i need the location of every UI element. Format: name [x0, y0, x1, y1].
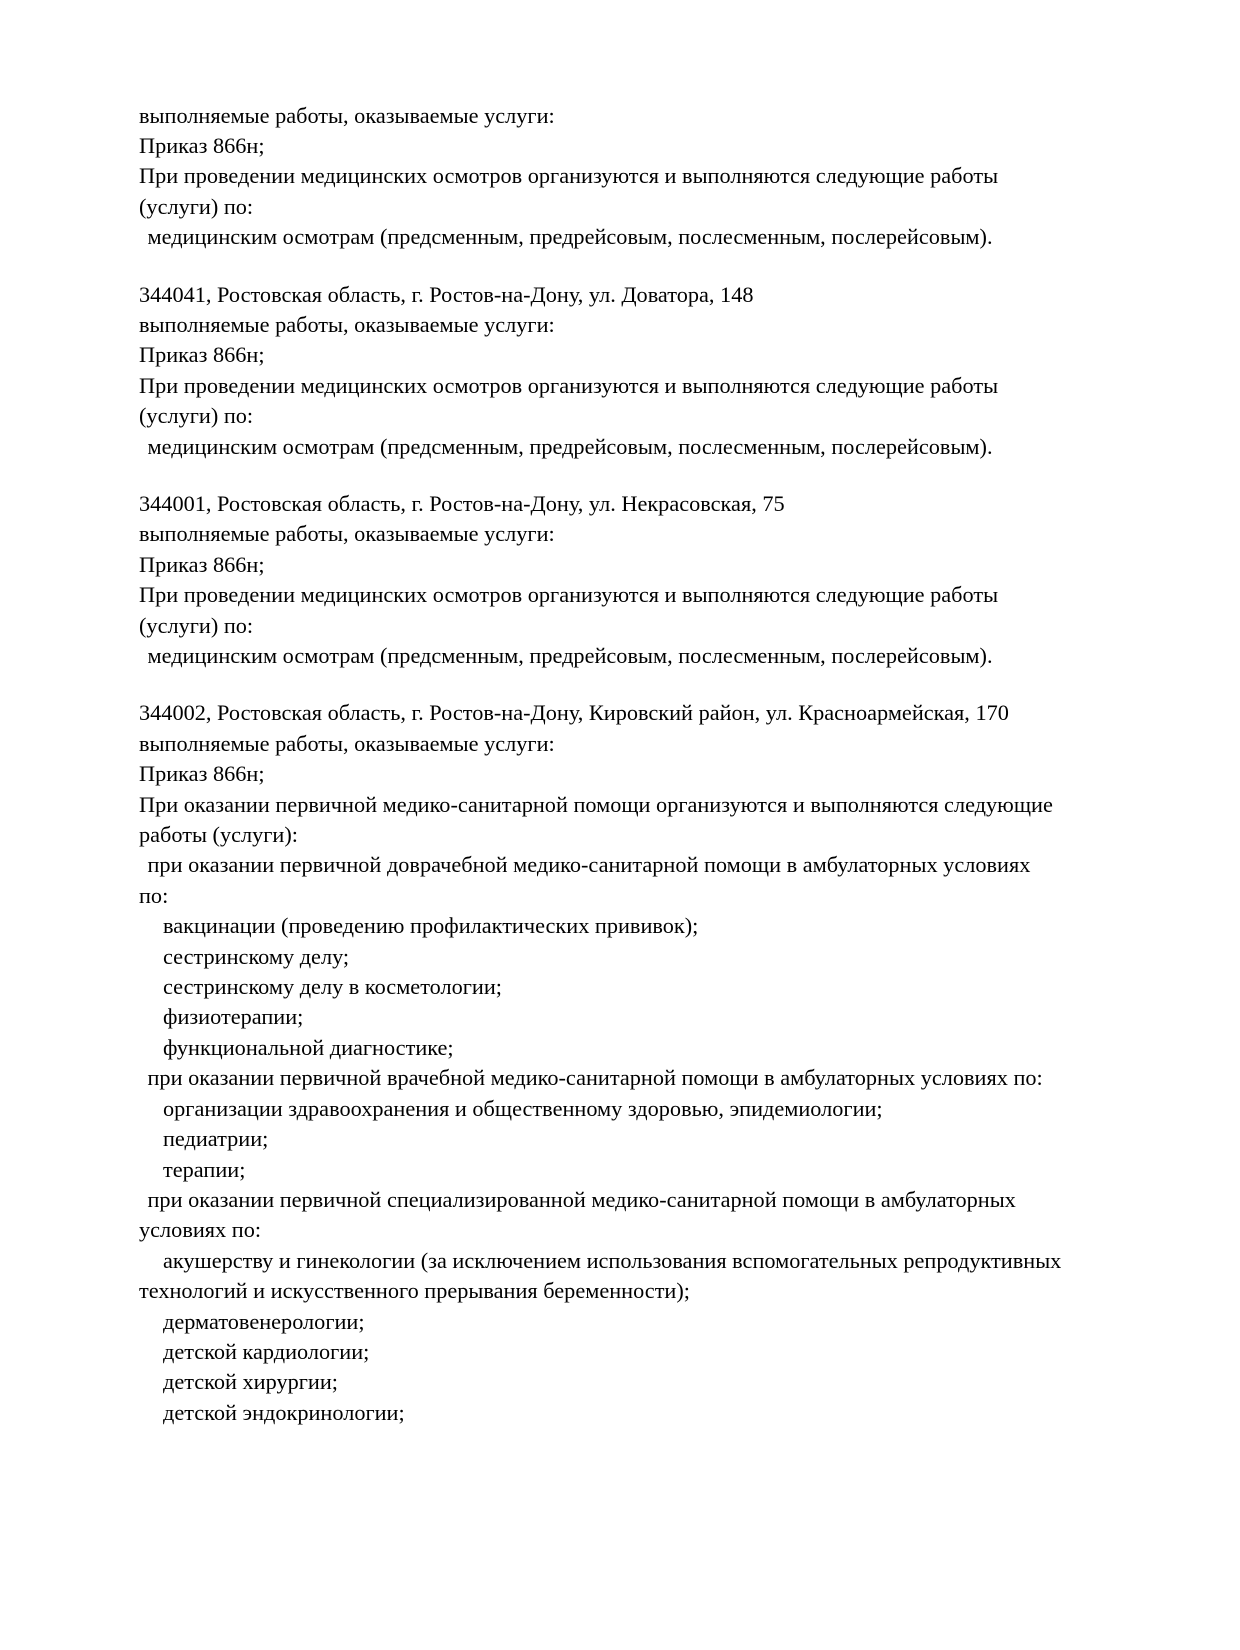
text-line: при оказании первичной специализированной медико-санитарной помощи в амбулаторных	[147, 1186, 1016, 1212]
text-line: физиотерапии;	[163, 1004, 304, 1030]
text-line: (услуги) по:	[139, 612, 254, 638]
text-line: сестринскому делу;	[163, 943, 350, 969]
document-body	[139, 0, 1199, 1428]
text-line: по:	[139, 882, 169, 908]
text-line: выполняемые работы, оказываемые услуги:	[139, 730, 555, 756]
text-line: 344041, Ростовская область, г. Ростов-на-Дону, ул. Доватора, 148	[139, 281, 754, 307]
text-line: (услуги) по:	[139, 193, 254, 219]
text-line: Приказ 866н;	[139, 342, 265, 368]
text-line: технологий и искусственного прерывания беременности);	[139, 1278, 690, 1304]
text-line: сестринскому делу в косметологии;	[163, 974, 502, 1000]
text-line: терапии;	[163, 1156, 246, 1182]
paragraph-block	[139, 101, 1199, 253]
text-line: акушерству и гинекологии (за исключением использования вспомогательных репродуктивных	[163, 1247, 1062, 1273]
text-line: детской эндокринологии;	[163, 1399, 405, 1425]
text-line: дерматовенерологии;	[163, 1308, 365, 1334]
text-line: детской кардиологии;	[163, 1338, 370, 1364]
text-line: медицинским осмотрам (предсменным, предрейсовым, послесменным, послерейсовым).	[147, 224, 993, 250]
text-line: детской хирургии;	[163, 1369, 338, 1395]
paragraph-block	[139, 489, 1199, 671]
text-line: работы (услуги):	[139, 822, 298, 848]
text-line: (услуги) по:	[139, 403, 254, 429]
text-line: педиатрии;	[163, 1126, 269, 1152]
text-line: При проведении медицинских осмотров организуются и выполняются следующие работы	[139, 372, 999, 398]
paragraph-block	[139, 280, 1199, 462]
paragraph-block	[139, 698, 1199, 1428]
text-line: выполняемые работы, оказываемые услуги:	[139, 102, 555, 128]
text-line: функциональной диагностике;	[163, 1034, 454, 1060]
text-line: вакцинации (проведению профилактических прививок);	[163, 913, 699, 939]
text-line: медицинским осмотрам (предсменным, предрейсовым, послесменным, послерейсовым).	[147, 643, 993, 668]
text-line: выполняемые работы, оказываемые услуги:	[139, 311, 555, 337]
text-line: при оказании первичной доврачебной медико-санитарной помощи в амбулаторных условиях	[147, 852, 1031, 878]
text-line: 344002, Ростовская область, г. Ростов-на-Дону, Кировский район, ул. Красноармейская, 170	[139, 700, 1009, 726]
text-line: условиях по:	[139, 1217, 262, 1243]
text-line: Приказ 866н;	[139, 132, 265, 158]
text-line: медицинским осмотрам (предсменным, предрейсовым, послесменным, послерейсовым).	[147, 433, 993, 459]
text-line: при оказании первичной врачебной медико-санитарной помощи в амбулаторных условиях по:	[147, 1065, 1043, 1091]
text-line: При проведении медицинских осмотров организуются и выполняются следующие работы	[139, 163, 999, 189]
text-line: Приказ 866н;	[139, 761, 265, 787]
text-line: При проведении медицинских осмотров организуются и выполняются следующие работы	[139, 582, 999, 608]
text-line: Приказ 866н;	[139, 551, 265, 577]
text-line: При оказании первичной медико-санитарной помощи организуются и выполняются следующие	[139, 791, 1053, 817]
text-line: 344001, Ростовская область, г. Ростов-на-Дону, ул. Некрасовская, 75	[139, 490, 785, 516]
text-line: выполняемые работы, оказываемые услуги:	[139, 521, 555, 547]
text-line: организации здравоохранения и общественному здоровью, эпидемиологии;	[163, 1095, 883, 1121]
